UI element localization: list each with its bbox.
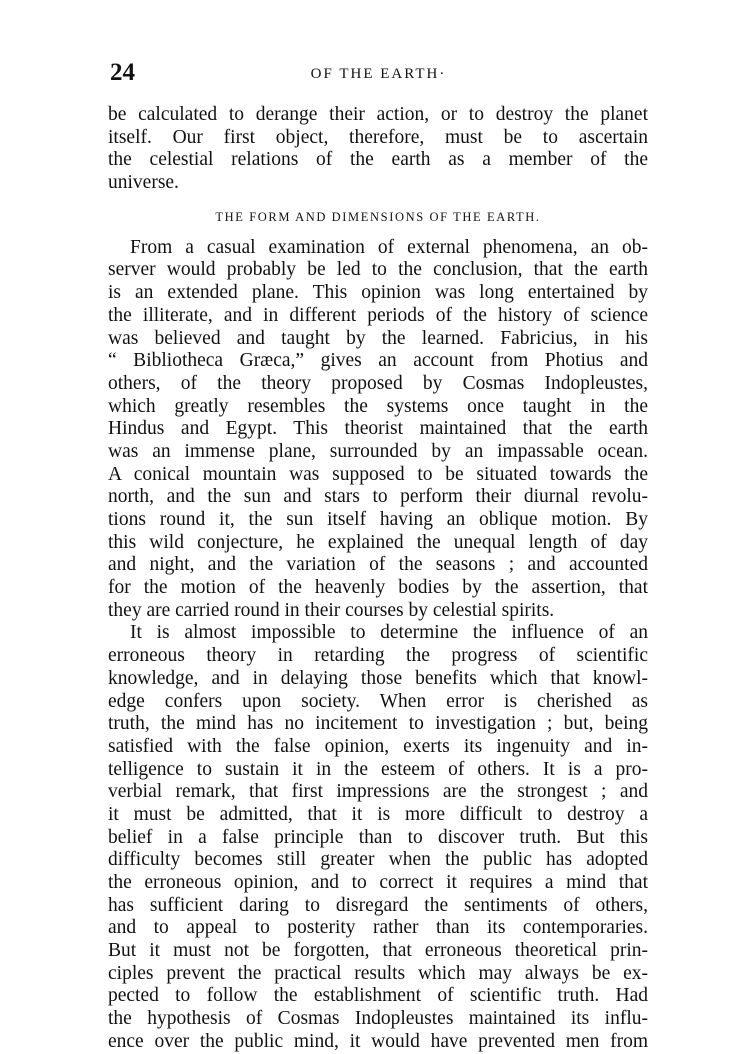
text-line: itself. Our first object, therefore, must be to ascertain [108, 126, 648, 148]
text-line: be calculated to derange their action, or to destroy the planet [108, 104, 648, 125]
text-line: ence over the public mind, it would have prevented men from [108, 1030, 648, 1052]
text-line: this wild conjecture, he explained the unequal length of day [108, 531, 648, 553]
text-line: erroneous theory in retarding the progress of scientific [108, 645, 648, 667]
text-line: they are carried round in their courses by celestial spirits. [108, 599, 555, 621]
page-number: 24 [110, 59, 135, 86]
text-line: others, of the theory proposed by Cosmas Indopleustes, [108, 372, 648, 394]
text-line: From a casual examination of external phenomena, an ob- [130, 236, 648, 258]
intro-paragraph [108, 104, 648, 195]
text-line: the hypothesis of Cosmas Indopleustes maintained its influ- [108, 1008, 648, 1030]
text-line: and to appeal to posterity rather than its contemporaries. [108, 917, 648, 939]
text-line: satisfied with the false opinion, exerts its ingenuity and in- [108, 735, 648, 757]
running-head: OF THE EARTH· [310, 66, 447, 82]
text-line: has sufficient daring to disregard the sentiments of others, [108, 894, 648, 916]
section-heading: THE FORM AND DIMENSIONS OF THE EARTH. [215, 209, 541, 224]
text-line: which greatly resembles the systems once taught in the [108, 395, 648, 417]
text-line: A conical mountain was supposed to be situated towards the [108, 463, 648, 485]
text-line: was believed and taught by the learned. Fabricius, in his [108, 327, 648, 349]
text-line: was an immense plane, surrounded by an impassable ocean. [108, 440, 648, 462]
paragraph-1 [108, 237, 648, 623]
text-line: belief in a false principle than to discover truth. But this [108, 826, 648, 848]
paragraph-2 [108, 622, 648, 1053]
text-line: the erroneous opinion, and to correct it requires a mind that [108, 872, 648, 893]
text-line: It is almost impossible to determine the influence of an [130, 622, 648, 644]
text-line: the celestial relations of the earth as a member of the [108, 149, 648, 171]
body-text [108, 104, 648, 1054]
text-line: difficulty becomes still greater when the public has adopted [108, 849, 648, 871]
text-line: “ Bibliotheca Græca,” gives an account from Photius and [108, 350, 648, 372]
text-line: telligence to sustain it in the esteem of others. It is a pro- [108, 758, 648, 780]
text-line: edge confers upon society. When error is cherished as [108, 690, 648, 712]
text-line: pected to follow the establishment of scientific truth. Had [108, 985, 648, 1007]
text-line: server would probably be led to the conclusion, that the earth [108, 259, 648, 281]
text-line: But it must not be forgotten, that erroneous theoretical prin- [108, 940, 648, 962]
text-line: north, and the sun and stars to perform their diurnal revolu- [108, 486, 648, 508]
text-line: is an extended plane. This opinion was long entertained by [108, 282, 648, 304]
text-line: for the motion of the heavenly bodies by the assertion, that [108, 577, 648, 599]
text-line: universe. [108, 172, 179, 194]
text-line: truth, the mind has no incitement to investigation ; but, being [108, 713, 648, 735]
text-line: Hindus and Egypt. This theorist maintained that the earth [108, 418, 648, 440]
text-line: knowledge, and in delaying those benefits which that knowl- [108, 667, 648, 689]
text-line: it must be admitted, that it is more difficult to destroy a [108, 803, 648, 825]
text-line: verbial remark, that first impressions are the strongest ; and [108, 781, 648, 803]
page-header [110, 58, 647, 90]
text-line: tions round it, the sun itself having an oblique motion. By [108, 509, 648, 530]
text-line: and night, and the variation of the seasons ; and accounted [108, 554, 648, 576]
text-line: the illiterate, and in different periods of the history of science [108, 304, 648, 326]
text-line: ciples prevent the practical results which may always be ex- [108, 962, 648, 984]
